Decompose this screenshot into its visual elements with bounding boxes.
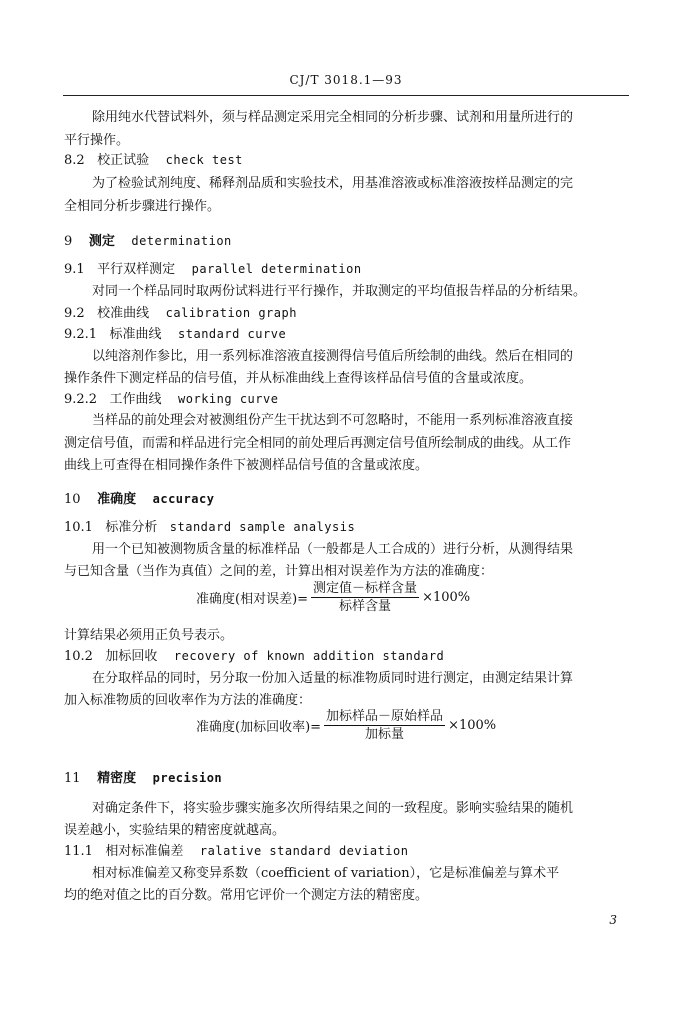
section-number: 9.2.1 xyxy=(64,327,98,342)
paragraph-line: 均的绝对值之比的百分数。常用它评价一个测定方法的精密度。 xyxy=(64,888,429,903)
formula-tail: ×100% xyxy=(448,718,497,733)
formula-lhs: 准确度(加标回收率)= xyxy=(196,720,322,735)
section-heading-8-2 xyxy=(64,149,243,168)
paragraph-line: 测定信号值，而需和样品进行完全相同的前处理后再测定信号值所绘制成的曲线。从工作 xyxy=(64,436,572,451)
document-header: CJ/T 3018.1—93 xyxy=(289,73,403,87)
section-title-en: working curve xyxy=(178,392,279,406)
paragraph-line: 对同一个样品同时取两份试料进行平行操作，并取测定的平均值报告样品的分析结果。 xyxy=(92,284,587,299)
paragraph-line: 在分取样品的同时，另分取一份加入适量的标准物质同时进行测定，由测定结果计算 xyxy=(92,671,574,686)
formula-numerator: 加标样品－原始样品 xyxy=(326,709,444,724)
paragraph-line: 加入标准物质的回收率作为方法的准确度： xyxy=(64,693,312,708)
formula-fraction xyxy=(324,708,445,743)
section-title-en: precision xyxy=(152,771,223,785)
header-rule xyxy=(63,95,629,96)
section-number: 10.1 xyxy=(64,520,93,535)
formula-tail: ×100% xyxy=(422,590,471,605)
paragraph-line: 全相同分析步骤进行操作。 xyxy=(64,199,221,214)
section-heading-9-2 xyxy=(64,302,297,321)
section-title-zh: 校准曲线 xyxy=(97,306,150,321)
paragraph-line: 平行操作。 xyxy=(64,133,130,148)
paragraph-line: 相对标准偏差又称变异系数（coefficient of variation），它是标准偏差与算术平 xyxy=(92,866,560,881)
formula-denominator: 标样含量 xyxy=(339,599,392,614)
section-title-en: calibration graph xyxy=(165,306,297,320)
section-heading-9-1 xyxy=(64,258,362,277)
section-number: 9.2.2 xyxy=(64,392,98,407)
section-number: 9.1 xyxy=(64,262,85,277)
section-number: 9 xyxy=(64,234,73,249)
section-number: 11 xyxy=(64,771,81,786)
paragraph-line: 以纯溶剂作参比，用一系列标准溶液直接测得信号值后所绘制的曲线。然后在相同的 xyxy=(92,349,574,364)
formula-denominator: 加标量 xyxy=(365,727,405,742)
section-title-zh: 标准曲线 xyxy=(109,327,162,342)
paragraph-line: 操作条件下测定样品的信号值，并从标准曲线上查得该样品信号值的含量或浓度。 xyxy=(64,371,533,386)
paragraph-line: 对确定条件下，将实验步骤实施多次所得结果之间的一致程度。影响实验结果的随机 xyxy=(92,801,574,816)
paragraph-line: 当样品的前处理会对被测组份产生干扰达到不可忽略时，不能用一系列标准溶液直接 xyxy=(92,413,574,428)
section-title-zh: 加标回收 xyxy=(105,649,158,664)
paragraph-line: 与已知含量（当作为真值）之间的差，计算出相对误差作为方法的准确度： xyxy=(64,564,494,579)
section-title-zh: 准确度 xyxy=(97,492,137,507)
paragraph-line: 曲线上可查得在相同操作条件下被测样品信号值的含量或浓度。 xyxy=(64,458,429,473)
section-number: 8.2 xyxy=(64,153,85,168)
section-title-en: standard sample analysis xyxy=(169,520,356,534)
section-heading-9-2-2 xyxy=(64,388,278,407)
paragraph-line: 误差越小，实验结果的精密度就越高。 xyxy=(64,823,286,838)
section-title-zh: 精密度 xyxy=(97,771,137,786)
section-title-zh: 标准分析 xyxy=(105,520,158,535)
section-heading-10-1 xyxy=(64,516,355,535)
section-title-en: recovery of known addition standard xyxy=(173,649,445,663)
section-title-zh: 工作曲线 xyxy=(109,392,162,407)
section-heading-9-2-1 xyxy=(64,323,286,342)
section-title-zh: 平行双样测定 xyxy=(97,262,176,277)
section-title-zh: 校正试验 xyxy=(97,153,150,168)
paragraph-line: 除用纯水代替试料外，须与样品测定采用完全相同的分析步骤、试剂和用量所进行的 xyxy=(92,110,574,125)
page-number: 3 xyxy=(609,913,617,927)
section-title-en: parallel determination xyxy=(191,262,362,276)
paragraph-line: 为了检验试剂纯度、稀释剂品质和实验技术，用基准溶液或标准溶液按样品测定的完 xyxy=(92,176,574,191)
section-heading-10 xyxy=(64,488,214,507)
section-number: 9.2 xyxy=(64,306,85,321)
section-title-en: check test xyxy=(165,153,243,167)
section-title-en: accuracy xyxy=(152,492,215,506)
section-title-en: standard curve xyxy=(178,327,287,341)
paragraph-line: 计算结果必须用正负号表示。 xyxy=(64,628,234,643)
section-heading-11 xyxy=(64,767,222,786)
section-title-zh: 测定 xyxy=(88,234,115,249)
section-number: 10 xyxy=(64,492,81,507)
paragraph-line: 用一个已知被测物质含量的标准样品（一般都是人工合成的）进行分析，从测得结果 xyxy=(92,542,574,557)
formula-numerator: 测定值－标样含量 xyxy=(313,581,418,596)
section-heading-9 xyxy=(64,230,232,249)
section-title-zh: 相对标准偏差 xyxy=(105,844,184,859)
recovery-formula xyxy=(196,708,496,743)
section-title-en: determination xyxy=(131,234,232,248)
accuracy-formula xyxy=(196,580,470,615)
section-number: 10.2 xyxy=(64,649,93,664)
section-number: 11.1 xyxy=(64,844,93,859)
section-heading-11-1 xyxy=(64,840,408,859)
section-title-en: ralative standard deviation xyxy=(199,844,409,858)
formula-fraction xyxy=(311,580,419,615)
formula-lhs: 准确度(相对误差)= xyxy=(196,592,309,607)
section-heading-10-2 xyxy=(64,645,444,664)
